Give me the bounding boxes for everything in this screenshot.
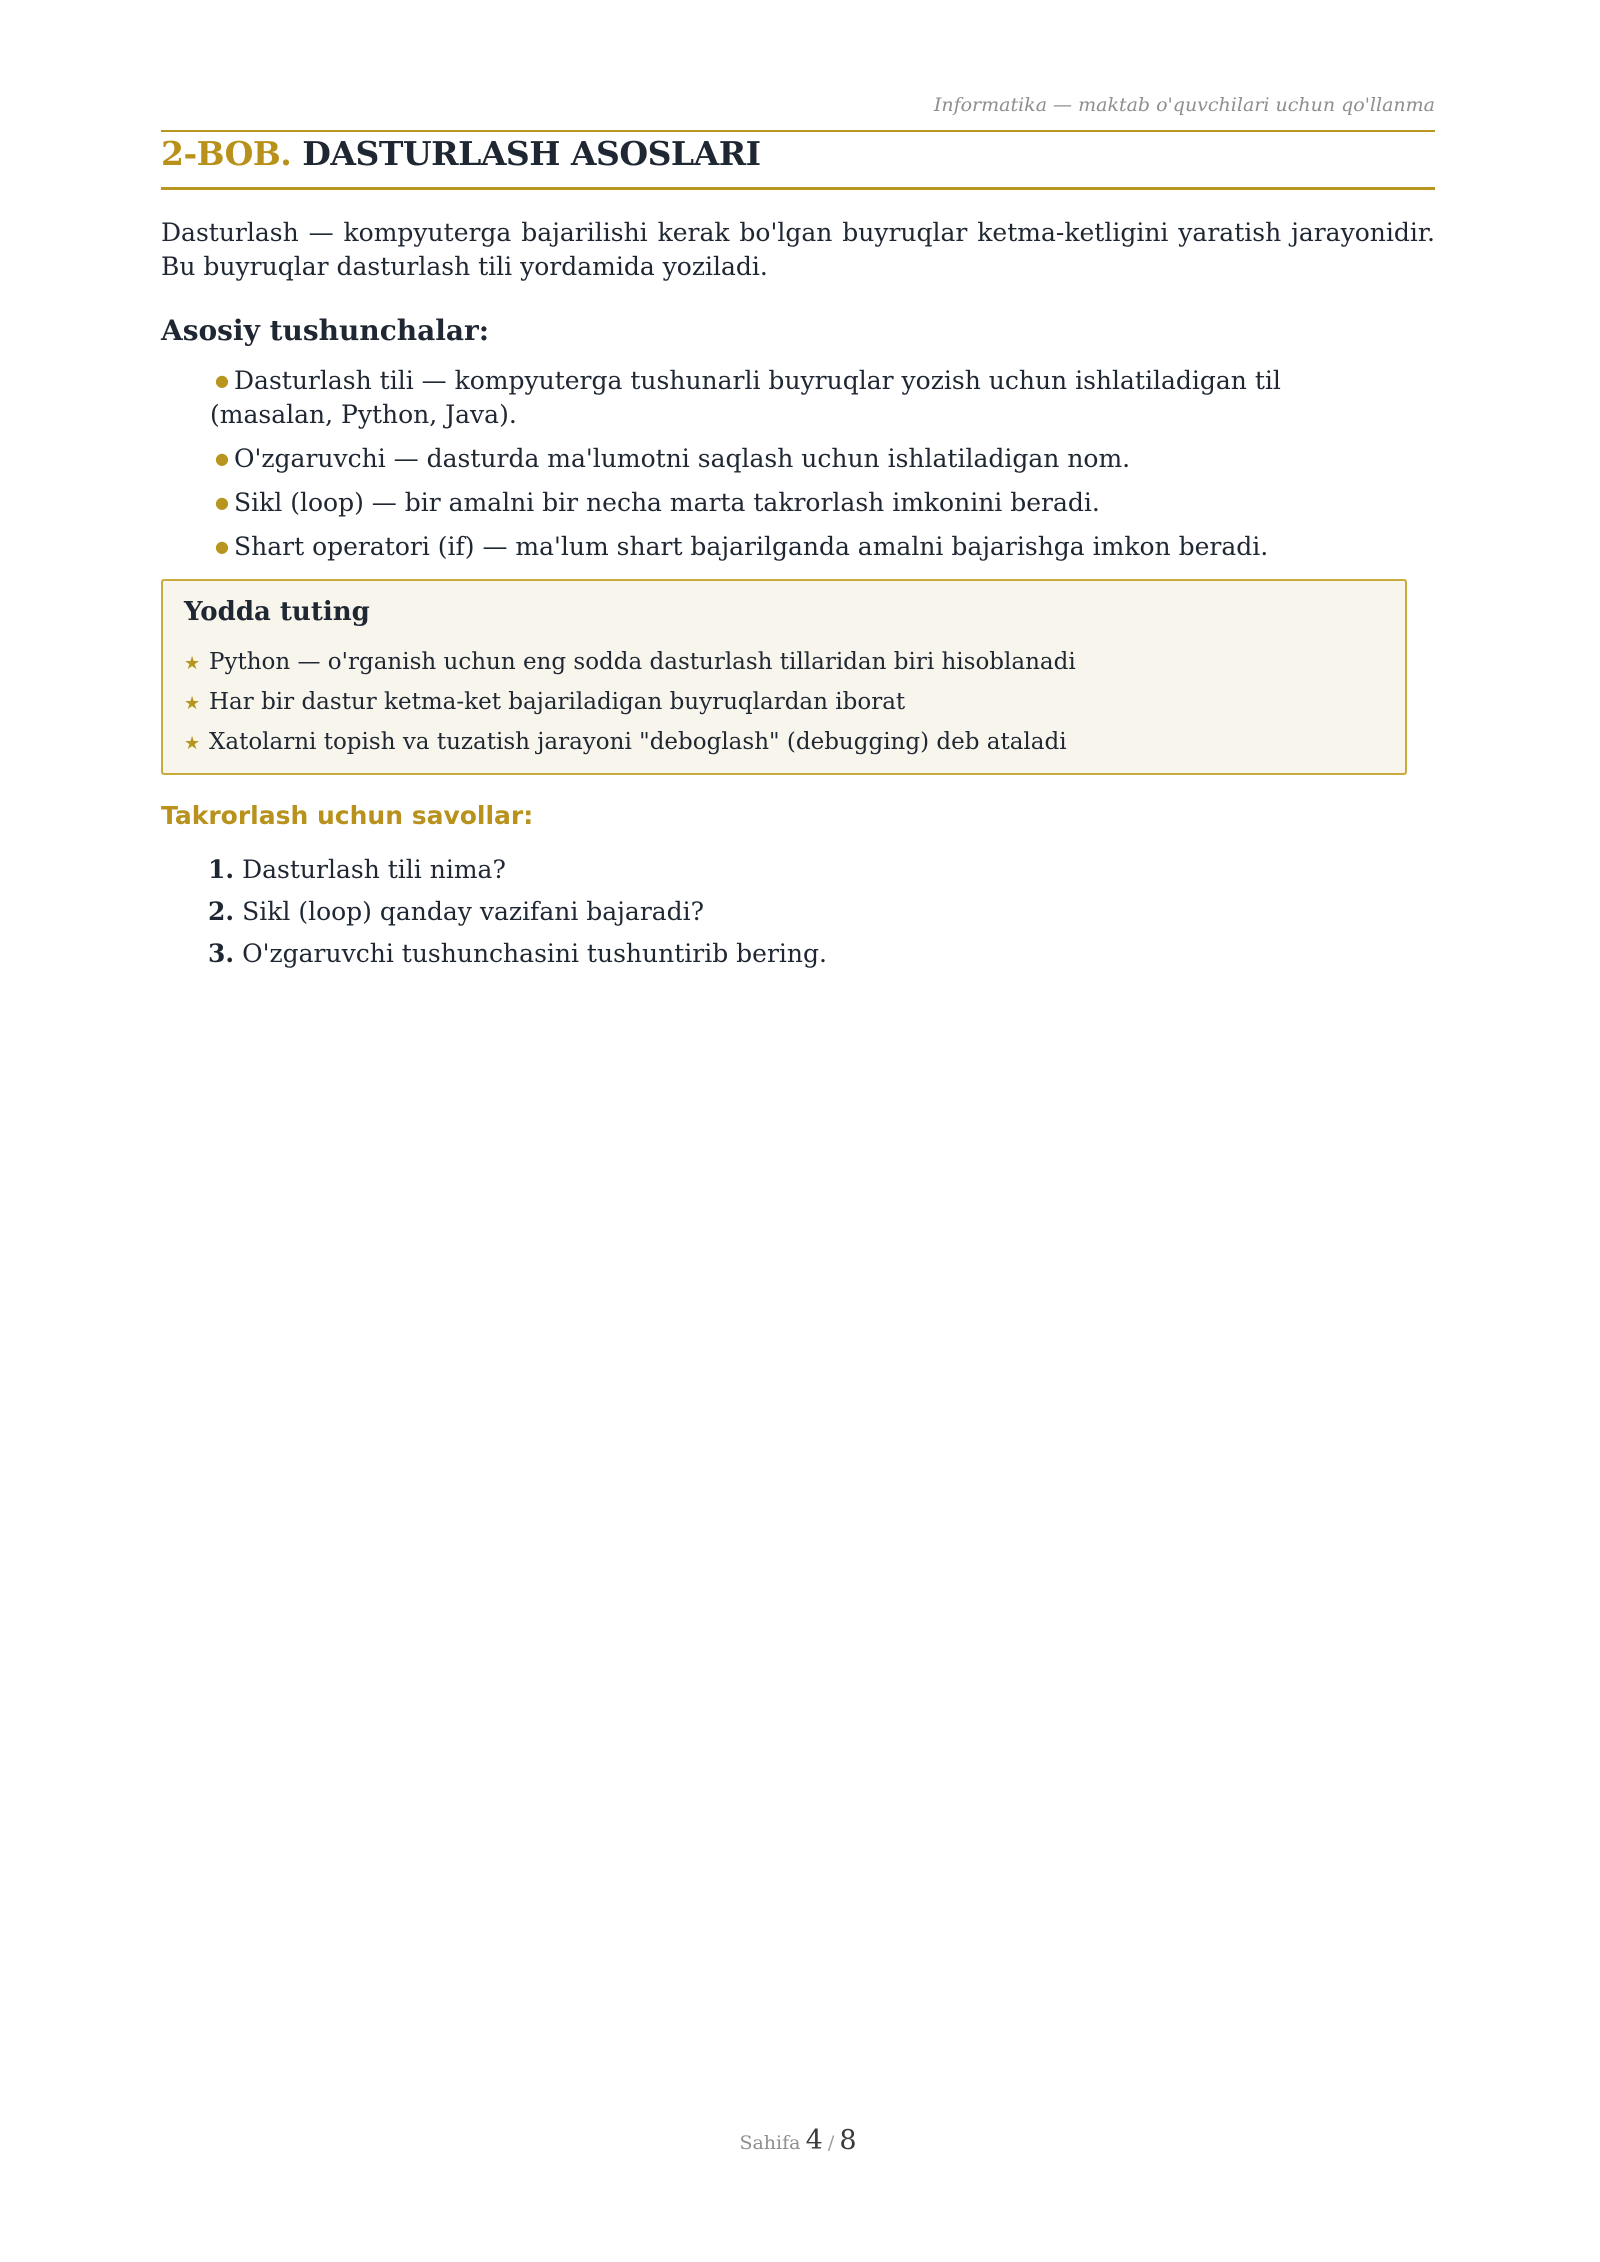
remember-list: [184, 643, 1076, 763]
list-item: [184, 723, 1076, 763]
star-icon: ★: [184, 653, 201, 674]
page-separator: /: [827, 2132, 835, 2154]
question-text: Sikl (loop) qanday vazifani bajaradi?: [242, 897, 705, 926]
chapter-number: 2-BOB.: [161, 134, 292, 173]
question-number: 3.: [208, 939, 235, 968]
star-icon: ★: [184, 733, 201, 754]
list-item: [208, 933, 827, 975]
question-number: 1.: [208, 855, 235, 884]
chapter-heading: DASTURLASH ASOSLARI: [302, 134, 761, 173]
title-rule: [161, 187, 1435, 190]
list-item: [210, 364, 1390, 432]
bullet-icon: ●: [215, 537, 229, 556]
list-item: [184, 643, 1076, 683]
question-text: O'zgaruvchi tushunchasini tushuntirib bering.: [242, 939, 827, 968]
remember-text: Har bir dastur ketma-ket bajariladigan buyruqlardan iborat: [209, 689, 906, 715]
list-item: [208, 849, 827, 891]
list-item: [210, 442, 1390, 476]
concept-text: Dasturlash tili — kompyuterga tushunarli buyruqlar yozish uchun ishlatiladigan til (masalan, Python, Java).: [210, 366, 1281, 429]
list-item: [210, 530, 1390, 564]
concepts-heading: Asosiy tushunchalar:: [161, 314, 490, 347]
page-footer: [161, 2125, 1435, 2156]
current-page: 4: [805, 2125, 823, 2156]
question-number: 2.: [208, 897, 235, 926]
document-page: [161, 0, 1435, 2262]
remember-text: Xatolarni topish va tuzatish jarayoni "deboglash" (debugging) deb ataladi: [209, 729, 1067, 755]
star-icon: ★: [184, 693, 201, 714]
questions-list: [208, 849, 827, 975]
remember-text: Python — o'rganish uchun eng sodda dasturlash tillaridan biri hisoblanadi: [209, 649, 1076, 675]
bullet-icon: ●: [215, 493, 229, 512]
total-pages: 8: [839, 2125, 857, 2156]
header-rule: [161, 130, 1435, 132]
list-item: [210, 486, 1390, 520]
questions-heading: Takrorlash uchun savollar:: [161, 801, 534, 830]
concept-text: Shart operatori (if) — ma'lum shart bajarilganda amalni bajarishga imkon beradi.: [234, 532, 1269, 561]
chapter-title: [161, 134, 761, 173]
question-text: Dasturlash tili nima?: [242, 855, 506, 884]
concepts-list: [210, 364, 1390, 574]
remember-title: Yodda tuting: [184, 597, 370, 627]
bullet-icon: ●: [215, 371, 229, 390]
page-label: Sahifa: [739, 2132, 801, 2154]
concept-text: O'zgaruvchi — dasturda ma'lumotni saqlash uchun ishlatiladigan nom.: [234, 444, 1131, 473]
list-item: [184, 683, 1076, 723]
intro-paragraph: Dasturlash — kompyuterga bajarilishi kerak bo'lgan buyruqlar ketma-ketligini yaratish jarayonidir. Bu buyruqlar dasturlash tili yordamida yoziladi.: [161, 218, 1435, 281]
bullet-icon: ●: [215, 449, 229, 468]
running-header: Informatika — maktab o'quvchilari uchun qo'llanma: [933, 94, 1435, 116]
concept-text: Sikl (loop) — bir amalni bir necha marta takrorlash imkonini beradi.: [234, 488, 1100, 517]
remember-box: [161, 579, 1407, 775]
list-item: [208, 891, 827, 933]
